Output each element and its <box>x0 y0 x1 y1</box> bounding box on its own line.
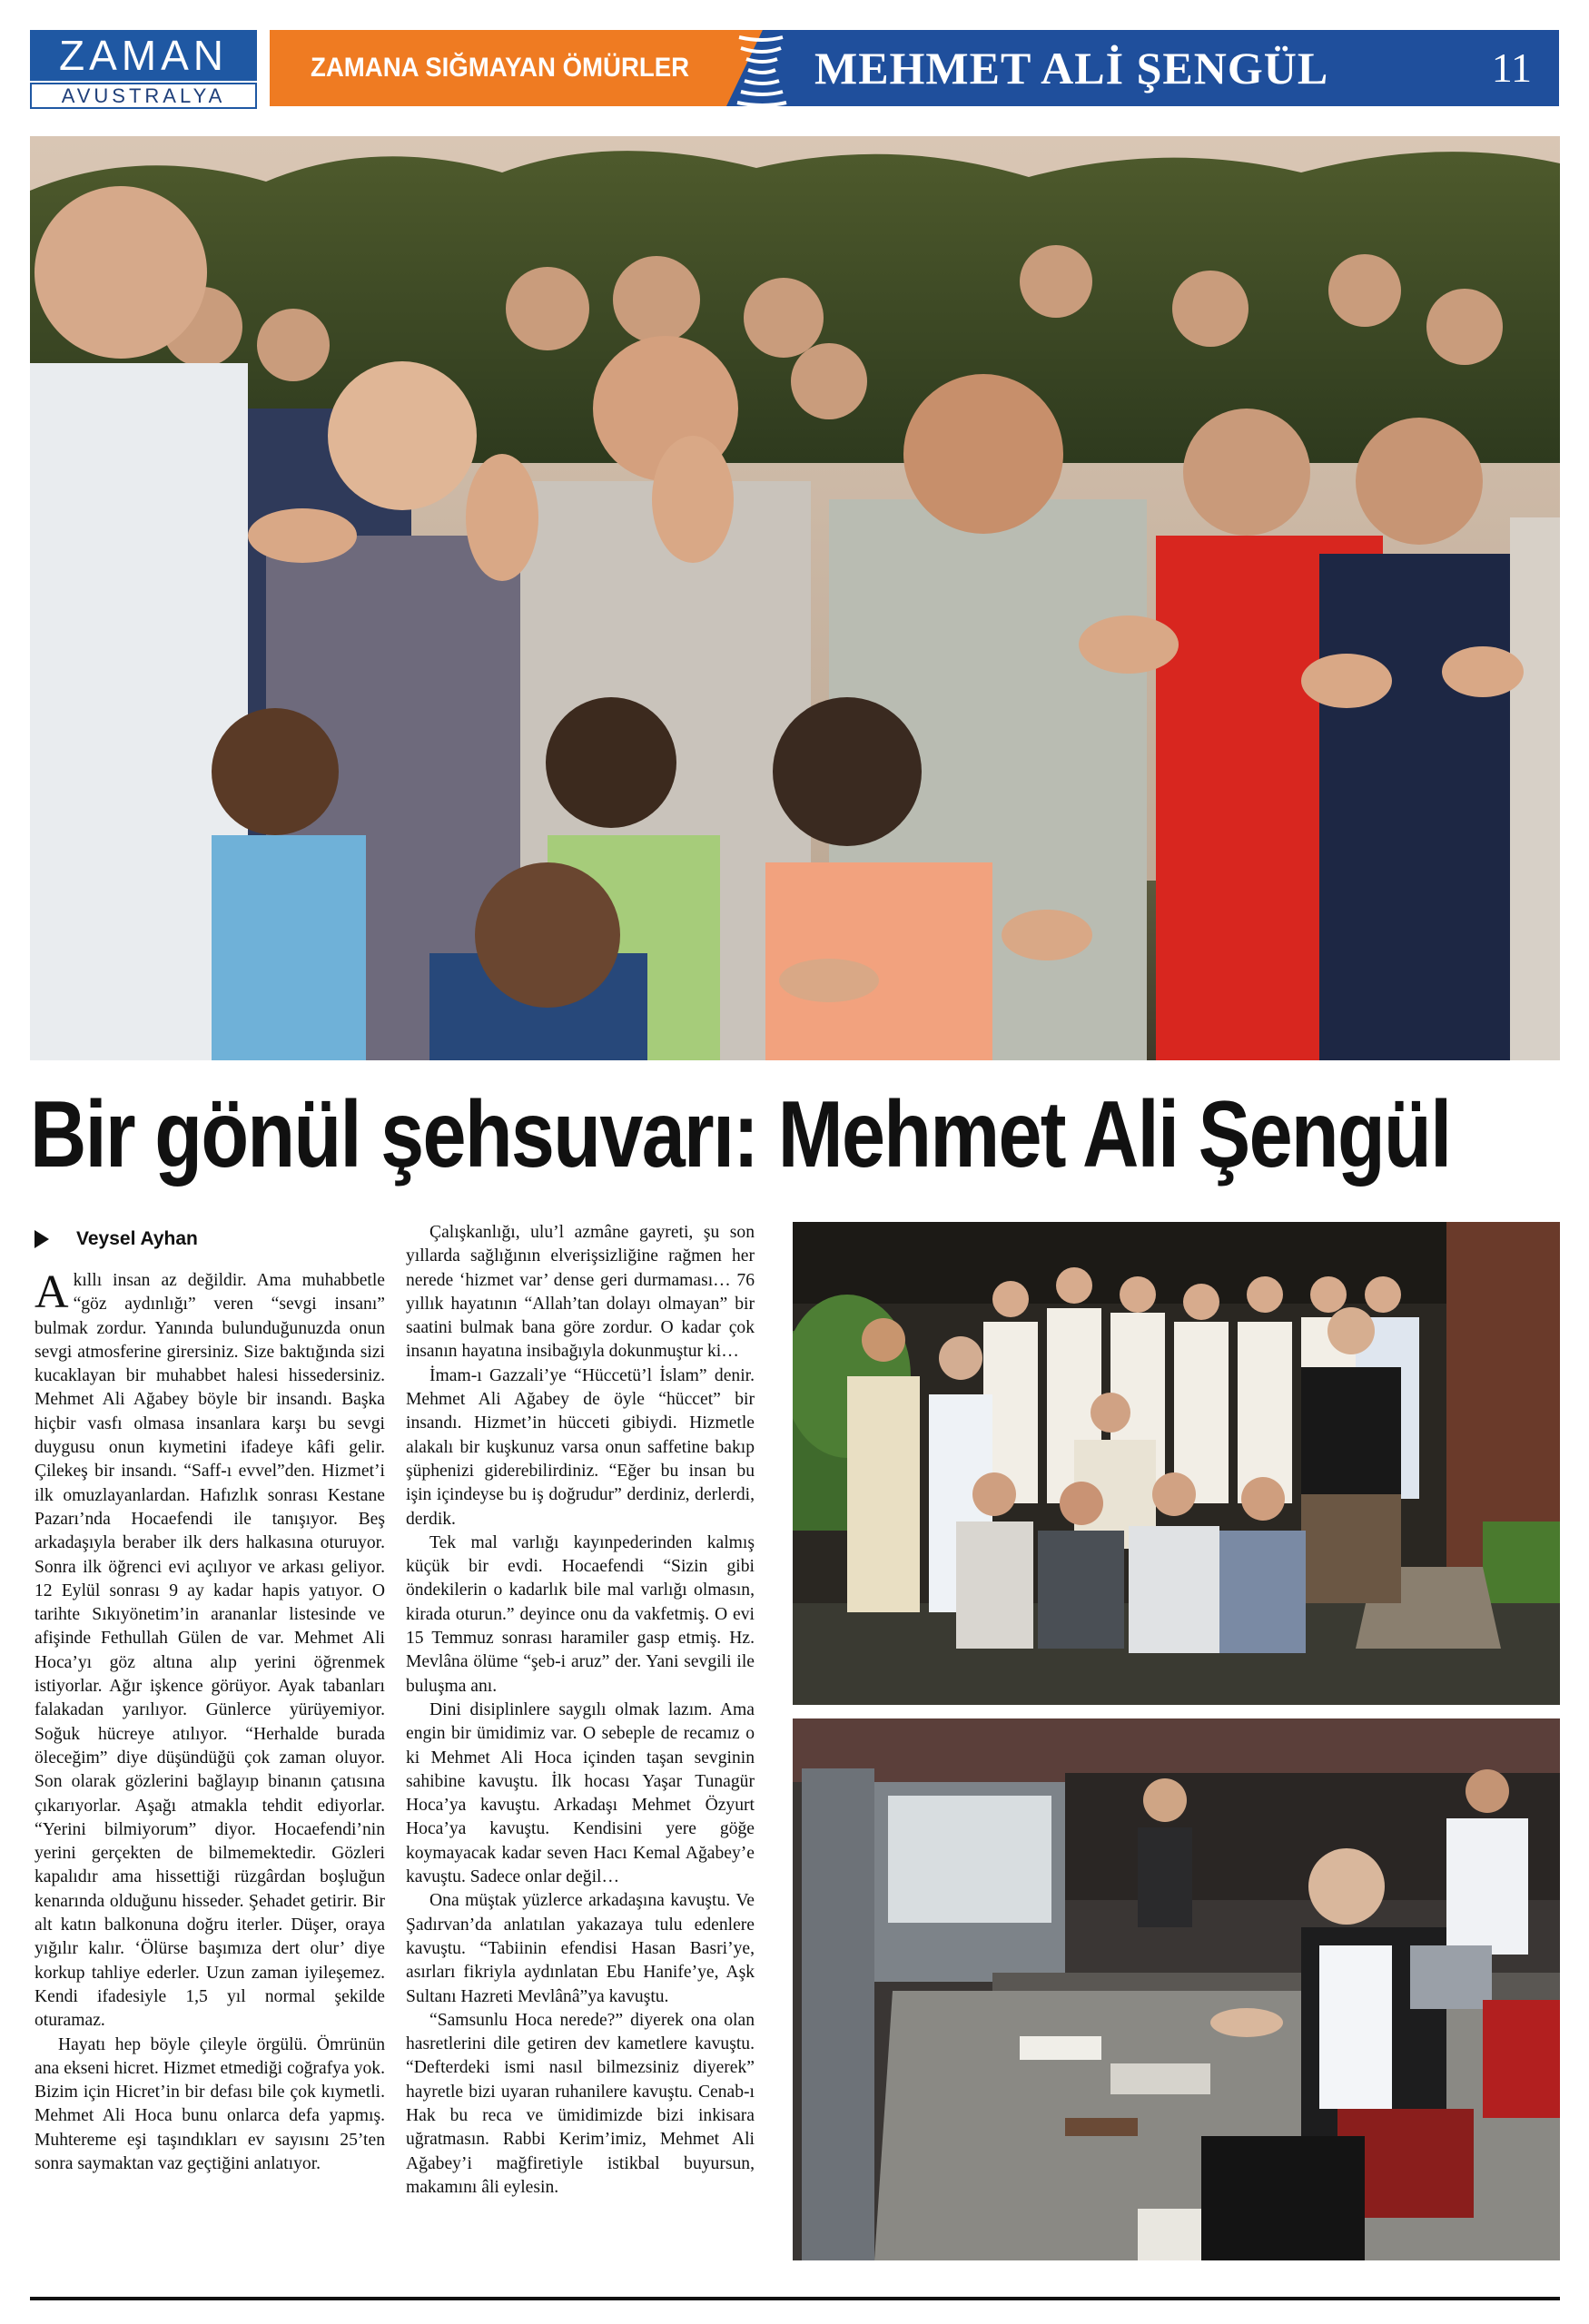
article-paragraph: Hayatı hep böyle çileyle örgülü. Ömrünün ana ekseni hicret. Hizmet etmediği coğrafya yok. Bizim için Hicret’in bir defası bile çok kıymetli. Mehmet Ali Hoca bunu onlarca defa yapmış. Muhtereme eşi taşındıkları ev sayısını 25’ten sonra saymaktan vaz geçtiğini anlatıyor. <box>35 2034 385 2173</box>
author-name: Veysel Ayhan <box>76 1228 198 1249</box>
drop-cap: A <box>35 1266 69 1318</box>
article-column-middle <box>406 1221 755 2200</box>
article-paragraph: “Samsunlu Hoca nerede?” diyerek ona olan hasretlerini dile getiren dev kametlere kavuştu. “Defterdeki ismi nasıl bilmezsiniz diyerek” hayretle bizi uyaran ruhanilere kavuştu. Cenab-ı Hak bu reca ve ümidimizde bizi inkisara uğratmasın. Rabbi Kerim’imiz, Mehmet Ali Ağabey’i mağfiretiyle istikbal buyursun, makamını âli eylesin. <box>406 2010 755 2197</box>
headline: Bir gönül şehsuvarı: Mehmet Ali Şengül <box>30 1082 1451 1187</box>
byline <box>35 1224 198 1255</box>
article-paragraph: İmam-ı Gazzali’ye “Hüccetü’l İslam” denir. Mehmet Ali Ağabey de öyle “hüccet” bir insandı. Hizmet’in hücceti gibiydi. Hizmetle alakalı bir kuşkunuz varsa onun saffetine bakıp şüphenizi giderebilirdiniz. “Eğer bu insan bu işin içindeyse bu iş doğrudur” derdiniz, derlerdi, derdik. <box>406 1365 755 1529</box>
person-name: MEHMET ALİ ŞENGÜL <box>814 43 1329 94</box>
masthead-logo <box>30 30 257 109</box>
logo-subtitle: AVUSTRALYA <box>30 83 257 109</box>
article-paragraph: Çalışkanlığı, ulu’l azmâne gayreti, şu son yıllarda sağlığının elverişsizliğine rağmen her nerede ‘hizmet var’ dense geri durmaması… 76 yıllık hayatının “Allah’tan dolayı olmayan” bir saatini bulmak bana göre zordur. O kadar çok insanın hayatına insibağıyla dokunmuştur ki… <box>406 1223 755 1362</box>
logo-title: ZAMAN <box>30 30 257 81</box>
group-photo <box>793 1222 1560 1705</box>
helix-icon <box>726 30 794 106</box>
section-title: ZAMANA SIĞMAYAN ÖMÜRLER <box>311 53 690 83</box>
article-paragraph: Dini disiplinlere saygılı olmak lazım. Ama engin bir ümidimiz var. O sebeple de recamız o ki Mehmet Ali Hoca içinden taşan sevginin sahibine kavuştu. İlk hocası Yaşar Tunagür Hoca’ya kavuştu. Arkadaşı Mehmet Özyurt Hoca’ya kavuştu. Kendisini yere göğe koymayacak kadar seven Hacı Kemal Ağabey’e kavuştu. Sadece onlar değil… <box>406 1699 755 1887</box>
play-triangle-icon <box>35 1230 49 1248</box>
bottom-rule <box>30 2297 1560 2300</box>
article-paragraph: Tek mal varlığı kayınpederinden kalmış küçük bir evdi. Hocaefendi “Sizin gibi öndekilerin o kadarlık bile mal varlığı olmasın, kirada oturun.” deyince onu da vakfetmiş. O evi 15 Temmuz sonrası haramiler gasp etmiş. Hz. Mevlâna ölüme “şeb-i aruz” der. Yani sevgili ile buluşma anı. <box>406 1532 755 1696</box>
article-column-left <box>35 1266 385 2176</box>
office-photo <box>793 1718 1560 2260</box>
section-banner <box>270 30 760 106</box>
page-number: 11 <box>1491 44 1532 91</box>
article-paragraph: kıllı insan az değildir. Ama muhabbetle “göz aydınlığı” veren “sevgi insanı” bulmak zordur. Yanında bulunduğunuzda onun sevgi atmosferine girersiniz. Size baktığında sizi kucaklayan bir muhabbet halesi hissedersiniz. Mehmet Ali Ağabey böyle bir insandı. Başka hiçbir vasfı olmasa insanlara karşı bu sevgi duygusu onun kıymetini ifadeye kâfi gelir. Çilekeş bir insandı. “Saff-ı evvel”den. Hizmet’i ilk omuzlayanlardan. Hafızlık sonrası Kestane Pazarı’nda Hocaefendi ile tanışıyor. Beş arkadaşıyla beraber ilk ders halkasına oturuyor. Sonra ilk öğrenci evi açılıyor ve arkası geliyor. 12 Eylül sonrası 9 ay kadar hapis yatıyor. O tarihte Sıkıyönetim’in arananlar listesinde ve afişinde Fethullah Gülen de var. Mehmet Ali Hoca’yı göz altına alıp yerini öğrenmek istiyorlar. Ağır işkence görüyor. Ayak tabanları falakadan yarılıyor. Günlerce yürüyemiyor. Soğuk hücreye atılıyor. “Herhalde burada öleceğim” diye düşündüğü çok zaman oluyor. Son olarak gözlerini bağlayıp binanın çatısına çıkarıyorlar. Aşağı atmakla tehdit ediyorlar. “Yerini bilmiyorum” diyor. Hocaefendi’nin yerini gerçekten de bilmemektedir. Gözleri kapalıdır ama hissettiği rüzgârdan boşluğun kenarında olduğunu hisseder. Şehadet getirir. Bir alt katın balkonuna doğru iterler. Düşer, oraya yığılır kalır. ‘Ölürse başımıza dert olur’ diye korkup tahliye ederler. Uzun zaman iyileşemez. Kendi ifadesiyle 1,5 yıl normal şekilde oturamaz. <box>35 1271 385 2031</box>
main-photo <box>30 136 1560 1060</box>
article-paragraph: Ona müştak yüzlerce arkadaşına kavuştu. Ve Şadırvan’da anlatılan yakazaya tulu edenlere kavuştu. “Tabiinin efendisi Hasan Basri’ye, asırları fikriyla aydınlatan Ebu Hanife’ye, Aşk Sultanı Hazreti Mevlânâ”ya kavuştu. <box>406 1891 755 2006</box>
person-banner <box>760 30 1559 106</box>
